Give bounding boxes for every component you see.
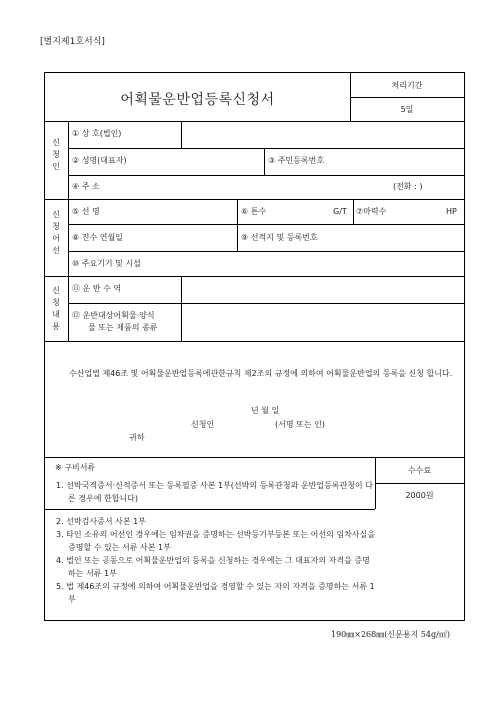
ship-name-label: ⑤ 선 명 — [72, 207, 100, 216]
representative-label: ② 성명(대표자) — [72, 156, 127, 165]
declaration-text: 수산업법 제46조 및 어획물운반업등록에관한규칙 제2조의 규정에 의하여 어획물운반업의 등록을 신청 합니다. — [69, 369, 453, 378]
sign-note: (서명 또는 인) — [275, 420, 325, 429]
fee-value: 2000원 — [405, 491, 434, 500]
resident-number-label: ③ 주민등록번호 — [268, 156, 325, 165]
doc-item: 1. 선박국적증서·신적증서 또는 등록필증 사본 1부(선박의 등록관청과 운반업등록관청이 다른 경우에 한합니다) — [56, 481, 373, 503]
doc-item: 3. 타인 소유의 어선인 경우에는 임차권을 증명하는 선박등기부등본 또는 어선의 임차사실을 증명할 수 있는 서류 사본 1부 — [56, 530, 375, 552]
date-line: 년 월 일 — [251, 406, 280, 415]
horsepower-label: ⑦마력수 — [356, 207, 387, 216]
launch-date-label: ⑧ 진수 연월일 — [72, 233, 123, 242]
doc-item: 4. 법인 또는 공동으로 어획물운반업의 등록을 신청하는 경우에는 그 대표자의 자격을 증명하는 서류 1부 — [56, 556, 370, 578]
paper-spec: 190㎜×268㎜(신문용지 54g/㎡) — [331, 630, 450, 639]
processing-period-value: 5일 — [400, 105, 414, 114]
section-vessel: 신청어선 — [52, 210, 60, 255]
tonnage-unit: G/T — [333, 207, 347, 216]
required-docs-list-rest — [56, 515, 376, 606]
doc-item: 5. 법 제46조의 규정에 의하여 어획물운반업을 경영할 수 있는 자의 자격을 증명하는 서류 1부 — [56, 582, 375, 604]
section-applicant: 신청인 — [52, 138, 60, 171]
required-docs-header: ※ 구비서류 — [55, 463, 96, 472]
transport-area-label: ⑪ 운 반 수 역 — [72, 284, 122, 293]
fee-label: 수수료 — [407, 466, 432, 475]
addressee: 귀하 — [129, 433, 145, 442]
form-title: 어획물운반업등록신청서 — [120, 92, 275, 108]
required-docs-list — [56, 479, 376, 505]
phone-label: (전화 : ) — [393, 182, 423, 191]
equipment-label: ⑩ 주요기기 및 시설 — [72, 259, 141, 268]
business-name-label: ① 상 호(법인) — [72, 129, 122, 138]
catch-method-label-2: 물 또는 제품의 종류 — [88, 323, 158, 332]
section-content: 신청내용 — [52, 286, 60, 331]
applicant-line: 신청인 — [191, 420, 215, 429]
address-label: ④ 주 소 — [72, 182, 100, 191]
catch-method-label-1: ⑫ 운반대상어획물·양식 — [72, 311, 155, 320]
registry-label: ⑨ 선적지 및 등록번호 — [241, 233, 318, 242]
horsepower-unit: HP — [446, 207, 457, 216]
doc-item: 2. 선박검사증서 사본 1부 — [56, 517, 146, 526]
processing-period-label: 처리기간 — [391, 81, 423, 90]
form-reference: [별지제1호서식] — [40, 37, 105, 47]
tonnage-label: ⑥ 톤수 — [241, 207, 267, 216]
